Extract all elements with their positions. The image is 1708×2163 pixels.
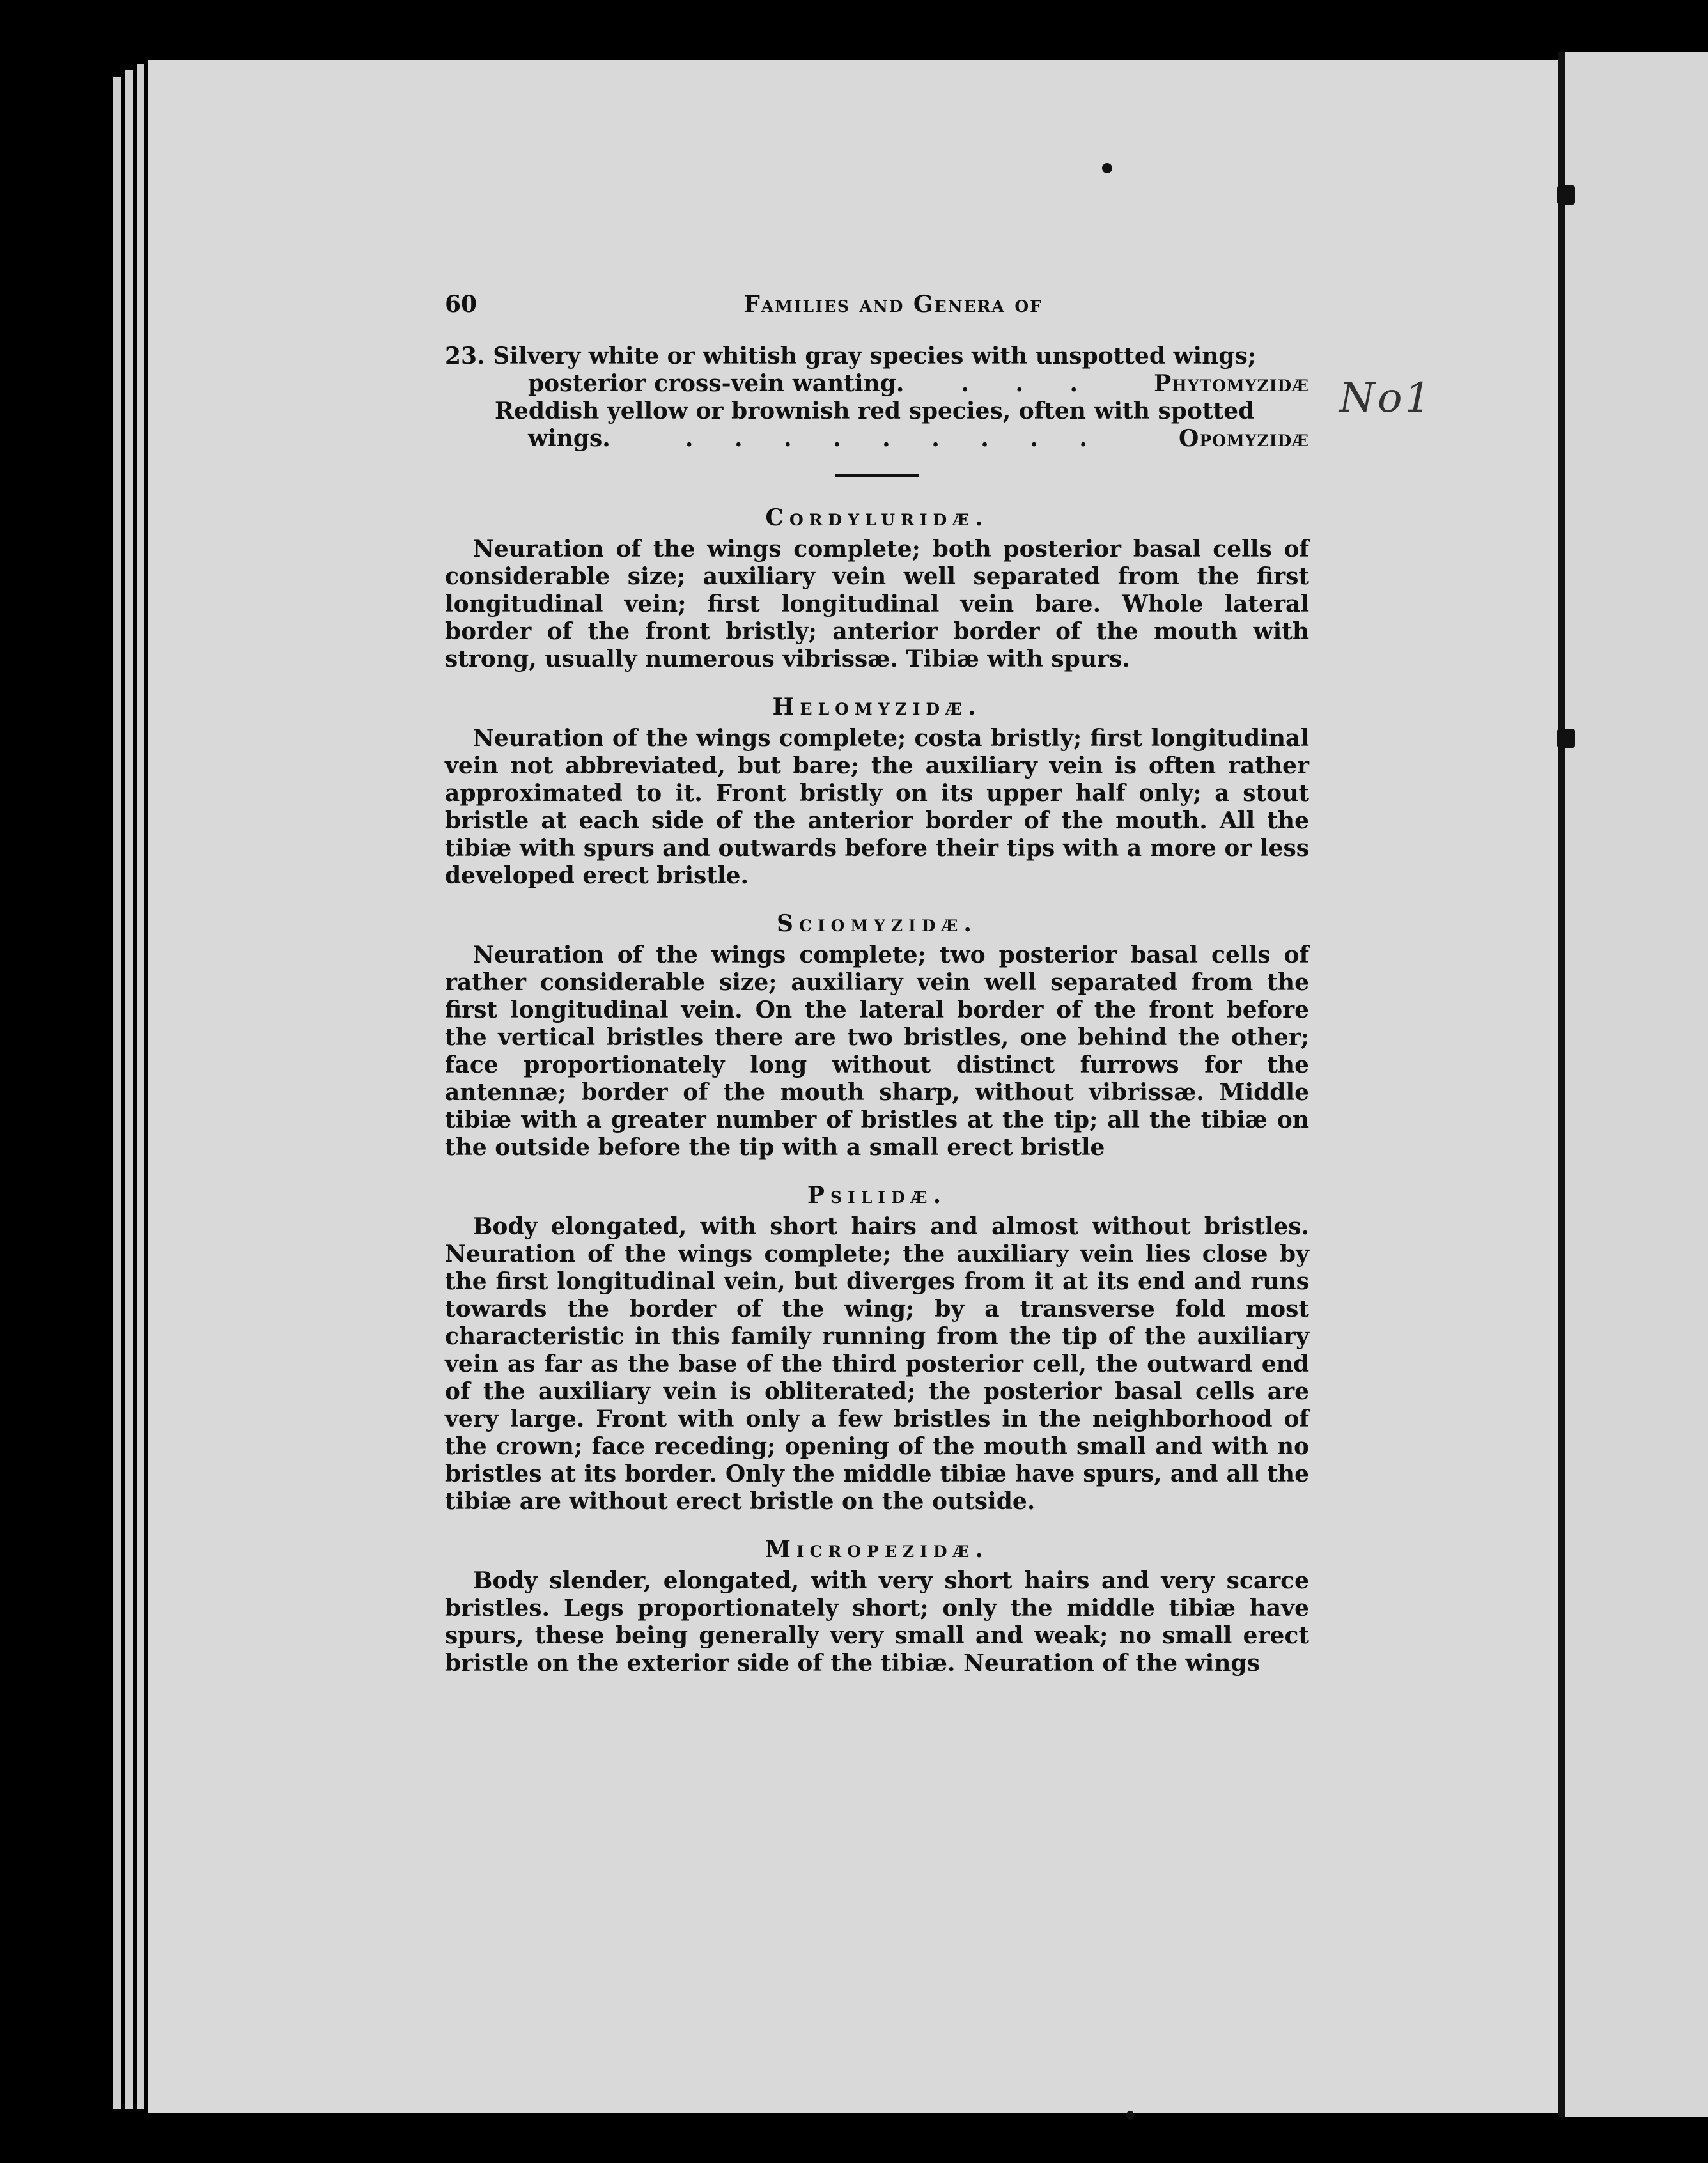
key-leader-dots: . . .	[961, 370, 1098, 397]
family-description: Neuration of the wings complete; costa bristly; first longitudinal vein not abbreviated, but bare; the auxiliary vein is often rather approximated to it. Front bristly on its upper half only; a stout bristle at each side of the anterior border of the mouth. All the tibiæ with spurs and outwards before their tips with a more or less developed erect bristle.	[445, 725, 1309, 889]
family-section	[445, 504, 1309, 673]
family-section	[445, 1536, 1309, 1677]
family-description: Body elongated, with short hairs and almost without bristles. Neuration of the wings complete; the auxiliary vein lies close by the first longitudinal vein, but diverges from it at its end and runs towards the border of the wing; by a transverse fold most characteristic in this family running from the tip of the auxiliary vein as far as the base of the third posterior cell, the outward end of the auxiliary vein is obliterated; the posterior basal cells are very large. Front with only a few bristles in the neighborhood of the crown; face receding; opening of the mouth small and with no bristles at its border. Only the middle tibiæ have spurs, and all the tibiæ are without erect bristle on the outside.	[445, 1213, 1309, 1515]
key-couplet	[445, 343, 1309, 453]
ink-speck	[1102, 163, 1112, 173]
page-edge	[125, 70, 133, 2109]
ink-speck	[1557, 185, 1575, 205]
key-number: 23.	[445, 343, 485, 369]
family-description: Neuration of the wings complete; two posterior basal cells of rather considerable size; auxiliary vein well separated from the first longitudinal vein. On the lateral border of the front before the vertical bristles there are two bristles, one behind the other; face proportionately long without distinct furrows for the antennæ; border of the mouth sharp, without vibrissæ. Middle tibiæ with a greater number of bristles at the tip; all the tibiæ on the outside before the tip with a small erect bristle	[445, 942, 1309, 1161]
ink-speck	[1126, 2111, 1134, 2120]
family-section	[445, 1182, 1309, 1516]
ink-speck	[1557, 729, 1575, 748]
facing-page-edge	[1565, 52, 1708, 2117]
family-heading: Psilidæ.	[807, 1182, 947, 1209]
key-line-text: posterior cross-vein wanting.	[528, 370, 904, 397]
key-leader-dots: . . . . . . . . .	[685, 425, 1104, 452]
family-heading: Micropezidæ.	[765, 1536, 989, 1563]
family-heading: Cordyluridæ.	[765, 504, 989, 531]
family-heading: Helomyzidæ.	[772, 694, 982, 720]
family-heading: Sciomyzidæ.	[777, 910, 977, 937]
key-line	[445, 398, 1309, 425]
key-line-text: Silvery white or whitish gray species with unspotted wings;	[493, 343, 1257, 369]
family-section	[445, 910, 1309, 1161]
page-edge	[137, 64, 144, 2109]
family-description: Neuration of the wings complete; both posterior basal cells of considerable size; auxiliary vein well separated from the first longitudinal vein; first longitudinal vein bare. Whole lateral border of the front bristly; anterior border of the mouth with strong, usually numerous vibrissæ. Tibiæ with spurs.	[445, 536, 1309, 672]
page-number: 60	[445, 291, 477, 318]
section-divider	[835, 474, 919, 477]
family-description: Body slender, elongated, with very short hairs and very scarce bristles. Legs proportionately short; only the middle tibiæ have spurs, these being generally very small and weak; no small erect bristle on the exterior side of the tibiæ. Neuration of the wings	[445, 1567, 1309, 1677]
key-family-name: Opomyzidæ	[1179, 425, 1309, 452]
key-line	[445, 370, 1309, 398]
running-header	[445, 291, 1309, 318]
key-line-text: wings.	[528, 425, 610, 452]
family-section	[445, 694, 1309, 890]
key-line	[445, 343, 1309, 370]
key-family-name: Phytomyzidæ	[1154, 370, 1309, 397]
page-edge	[113, 77, 121, 2109]
handwritten-margin-note: No1	[1339, 375, 1434, 422]
key-line-text: Reddish yellow or brownish red species, often with spotted	[495, 398, 1255, 424]
key-line	[445, 425, 1309, 453]
running-title: Families and Genera of	[743, 291, 1043, 318]
page-text	[445, 291, 1309, 1677]
